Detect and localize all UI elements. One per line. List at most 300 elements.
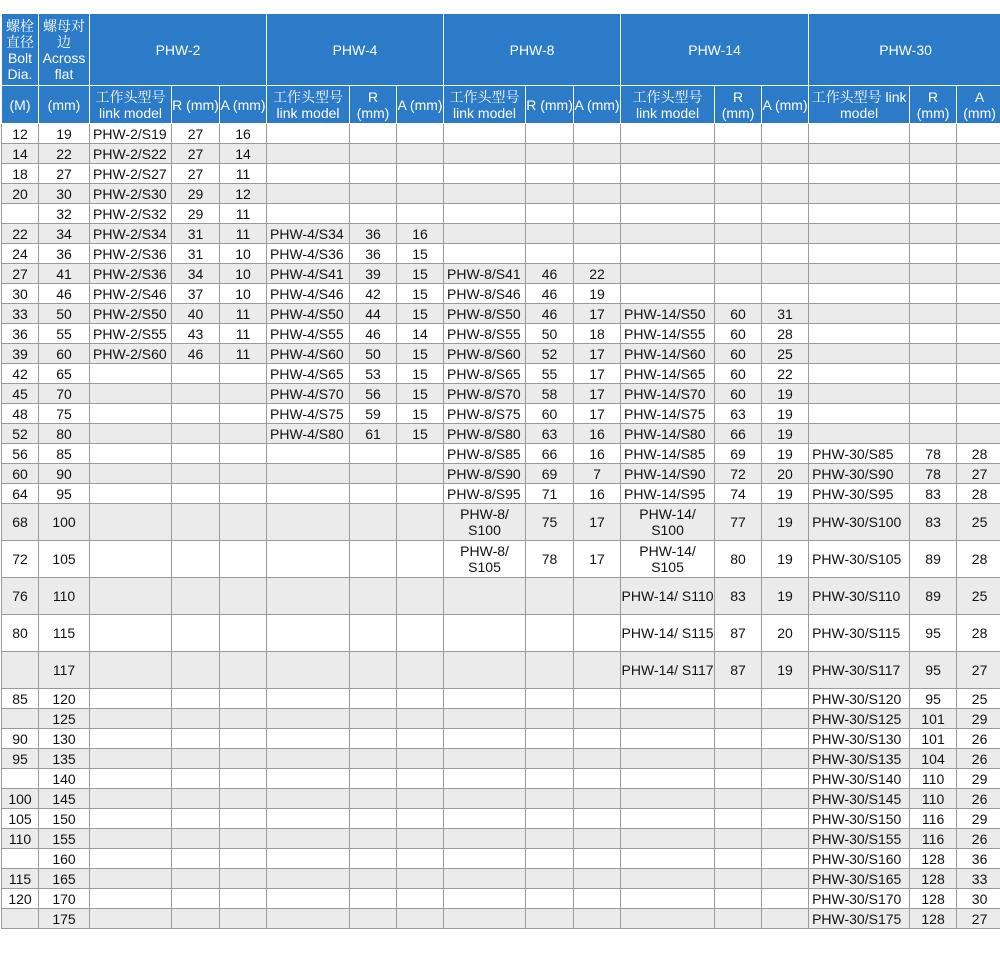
table-cell: 7 [574,464,621,484]
table-cell: 83 [910,484,957,504]
table-cell: 15 [397,364,444,384]
table-row [2,164,1000,184]
phw-2-header: PHW-2 [90,14,267,86]
table-cell [220,709,267,729]
table-cell [444,809,526,829]
table-cell [809,224,910,244]
table-cell: PHW-14/S55 [621,324,715,344]
table-row [2,224,1000,244]
table-cell [397,729,444,749]
table-cell [172,849,220,869]
table-cell [267,144,350,164]
table-cell [2,849,39,869]
table-cell: 30 [2,284,39,304]
table-cell [574,689,621,709]
table-cell: 90 [2,729,39,749]
table-cell [621,244,715,264]
table-cell: 74 [715,484,762,504]
table-cell [444,849,526,869]
table-cell [267,729,350,749]
table-cell [172,689,220,709]
table-cell [2,652,39,689]
table-cell [220,869,267,889]
table-cell [715,889,762,909]
table-cell: PHW-4/S55 [267,324,350,344]
table-cell [172,404,220,424]
table-cell: 10 [220,264,267,284]
table-cell: 10 [220,244,267,264]
table-cell [621,869,715,889]
table-cell [220,464,267,484]
table-cell [957,124,1000,144]
table-cell [621,889,715,909]
table-cell: 40 [172,304,220,324]
table-cell: 26 [957,829,1000,849]
table-cell [397,749,444,769]
table-cell: PHW-8/S60 [444,344,526,364]
table-cell [910,304,957,324]
table-cell [621,809,715,829]
table-cell [397,809,444,829]
table-row [2,444,1000,464]
table-cell [762,264,809,284]
table-cell [267,749,350,769]
table-cell [350,709,397,729]
table-cell: PHW-2/S50 [90,304,172,324]
table-cell [267,829,350,849]
table-cell [397,689,444,709]
table-cell [809,204,910,224]
table-cell: 15 [397,304,444,324]
table-cell: PHW-30/S115 [809,615,910,652]
table-cell [90,829,172,849]
table-cell: 70 [39,384,90,404]
table-cell [910,144,957,164]
table-cell [762,809,809,829]
table-cell [172,484,220,504]
table-cell [172,829,220,849]
table-cell: PHW-4/S36 [267,244,350,264]
table-cell [762,749,809,769]
table-cell [621,829,715,849]
table-cell: PHW-8/S46 [444,284,526,304]
table-cell [350,464,397,484]
table-cell: 11 [220,224,267,244]
table-cell: 31 [762,304,809,324]
table-cell [397,578,444,615]
table-cell [172,504,220,541]
table-cell: 46 [350,324,397,344]
table-cell [444,184,526,204]
table-cell [267,184,350,204]
table-cell: PHW-30/S165 [809,869,910,889]
table-cell: 15 [397,384,444,404]
table-cell: PHW-30/S170 [809,889,910,909]
link-model-header: 工作头型号 link model [809,86,910,124]
table-cell [957,344,1000,364]
table-cell [172,541,220,578]
table-cell [397,124,444,144]
table-cell: 80 [715,541,762,578]
table-cell: PHW-8/S85 [444,444,526,464]
table-cell [172,749,220,769]
table-row [2,484,1000,504]
table-cell [90,749,172,769]
phw-30-header: PHW-30 [809,14,1000,86]
table-cell [220,541,267,578]
table-cell [267,849,350,869]
table-cell: 60 [526,404,574,424]
table-cell [172,789,220,809]
table-cell [220,749,267,769]
table-cell [762,184,809,204]
table-cell [957,384,1000,404]
table-cell: PHW-8/S80 [444,424,526,444]
table-cell [621,909,715,929]
table-cell: 19 [762,541,809,578]
table-cell: PHW-30/S130 [809,729,910,749]
table-cell [762,689,809,709]
table-row [2,244,1000,264]
table-cell: 25 [762,344,809,364]
table-cell: 31 [172,224,220,244]
table-cell [444,244,526,264]
table-cell [220,729,267,749]
table-cell: 46 [39,284,90,304]
table-cell: PHW-8/ S105 [444,541,526,578]
table-cell [715,264,762,284]
table-cell: 44 [350,304,397,324]
table-cell [267,869,350,889]
table-cell: 19 [762,444,809,464]
table-cell: 72 [715,464,762,484]
table-cell [574,849,621,869]
table-cell: 63 [715,404,762,424]
table-cell: 19 [762,384,809,404]
table-cell: 48 [2,404,39,424]
table-cell [350,829,397,849]
table-row [2,424,1000,444]
table-cell: PHW-2/S34 [90,224,172,244]
table-cell [574,709,621,729]
table-cell: 29 [957,809,1000,829]
table-cell: 105 [2,809,39,829]
table-cell: 150 [39,809,90,829]
r-header: R (mm) [526,86,574,124]
table-cell [350,689,397,709]
table-row [2,184,1000,204]
table-cell: 110 [910,769,957,789]
table-cell [350,789,397,809]
table-cell: 12 [220,184,267,204]
table-cell: 27 [957,652,1000,689]
table-row [2,578,1000,615]
table-cell [90,689,172,709]
table-cell: 69 [526,464,574,484]
table-cell: 16 [397,224,444,244]
table-cell [350,909,397,929]
table-cell [397,444,444,464]
table-cell: 37 [172,284,220,304]
table-cell: 59 [350,404,397,424]
table-cell [809,184,910,204]
table-cell: 115 [39,615,90,652]
table-cell: 63 [526,424,574,444]
table-row [2,384,1000,404]
table-cell: 31 [172,244,220,264]
table-cell [762,224,809,244]
table-cell [910,204,957,224]
table-cell: PHW-4/S70 [267,384,350,404]
table-row [2,344,1000,364]
table-cell [715,729,762,749]
table-cell [397,652,444,689]
table-cell [444,224,526,244]
table-cell [397,789,444,809]
table-cell [220,615,267,652]
table-cell [526,124,574,144]
table-cell: PHW-14/ S105 [621,541,715,578]
table-cell: 29 [172,184,220,204]
table-cell: 28 [957,484,1000,504]
table-cell: PHW-14/S50 [621,304,715,324]
table-cell: PHW-2/S30 [90,184,172,204]
table-cell: PHW-30/S140 [809,769,910,789]
specs-table [1,13,1000,929]
table-cell: 46 [526,304,574,324]
table-cell: 50 [526,324,574,344]
table-cell: 125 [39,709,90,729]
table-cell [762,769,809,789]
table-cell [267,889,350,909]
table-cell [910,224,957,244]
table-cell [220,404,267,424]
table-cell [350,749,397,769]
table-cell: 36 [39,244,90,264]
table-cell [350,504,397,541]
table-cell: PHW-30/S145 [809,789,910,809]
table-cell [444,889,526,909]
table-cell: 36 [350,244,397,264]
table-cell [574,809,621,829]
table-cell: PHW-14/S60 [621,344,715,364]
table-cell [526,615,574,652]
table-cell [172,709,220,729]
table-row [2,364,1000,384]
table-cell [762,244,809,264]
table-cell: 46 [526,264,574,284]
table-cell [220,909,267,929]
table-cell: 18 [574,324,621,344]
table-cell: 100 [2,789,39,809]
table-header [2,14,1000,124]
table-cell [444,615,526,652]
table-cell [574,184,621,204]
table-cell: PHW-30/S155 [809,829,910,849]
table-cell [574,144,621,164]
table-cell [957,364,1000,384]
table-cell [910,324,957,344]
bolt-dia-header: 螺栓直径 Bolt Dia. [2,14,39,86]
table-cell: 45 [2,384,39,404]
table-cell: 76 [2,578,39,615]
r-header: R (mm) [350,86,397,124]
table-cell [957,264,1000,284]
table-cell: 90 [39,464,90,484]
table-row [2,709,1000,729]
table-cell [762,284,809,304]
table-cell: PHW-30/S150 [809,809,910,829]
table-cell: PHW-2/S60 [90,344,172,364]
table-cell: 64 [2,484,39,504]
table-cell: 160 [39,849,90,869]
table-cell: 33 [2,304,39,324]
table-cell: PHW-8/S41 [444,264,526,284]
table-cell [90,578,172,615]
table-cell: 11 [220,344,267,364]
table-cell: PHW-14/S80 [621,424,715,444]
table-cell [526,164,574,184]
table-cell [526,578,574,615]
table-cell [762,869,809,889]
table-cell: 89 [910,578,957,615]
table-cell [574,652,621,689]
table-cell: 135 [39,749,90,769]
table-cell: 170 [39,889,90,909]
table-cell [267,652,350,689]
table-cell [715,204,762,224]
table-cell [220,889,267,909]
link-model-header: 工作头型号 link model [621,86,715,124]
table-cell: 78 [910,444,957,464]
table-cell: 25 [957,689,1000,709]
table-cell: 75 [39,404,90,424]
table-cell: 27 [172,144,220,164]
table-cell [350,849,397,869]
table-cell [444,652,526,689]
table-cell [574,789,621,809]
table-cell: 56 [350,384,397,404]
table-cell [90,729,172,749]
table-cell: 78 [910,464,957,484]
table-cell: 43 [172,324,220,344]
table-cell [90,909,172,929]
table-cell: PHW-4/S65 [267,364,350,384]
table-cell: PHW-30/S135 [809,749,910,769]
table-cell [350,124,397,144]
table-cell: 22 [2,224,39,244]
table-cell [90,424,172,444]
table-row [2,264,1000,284]
table-cell [90,652,172,689]
table-cell: 60 [715,304,762,324]
table-cell: 24 [2,244,39,264]
table-cell: PHW-2/S46 [90,284,172,304]
table-cell: PHW-4/S50 [267,304,350,324]
table-cell [910,164,957,184]
unit-m-header: (M) [2,86,39,124]
a-header: A (mm) [220,86,267,124]
table-cell: 78 [526,541,574,578]
table-cell [350,164,397,184]
table-cell: 120 [39,689,90,709]
table-cell: 155 [39,829,90,849]
table-cell: 60 [715,324,762,344]
table-cell [444,164,526,184]
table-cell [220,578,267,615]
table-cell [350,541,397,578]
table-cell [574,615,621,652]
table-cell [267,909,350,929]
table-cell: 128 [910,849,957,869]
table-cell: 83 [715,578,762,615]
link-model-header: 工作头型号 link model [267,86,350,124]
r-header: R (mm) [715,86,762,124]
table-cell: 20 [762,615,809,652]
table-cell [267,204,350,224]
table-cell: 27 [172,124,220,144]
table-cell [267,809,350,829]
table-cell [715,769,762,789]
table-cell [809,284,910,304]
table-cell: 16 [574,424,621,444]
table-row [2,464,1000,484]
table-cell [2,204,39,224]
table-cell: 60 [2,464,39,484]
table-cell: 19 [39,124,90,144]
table-cell: PHW-8/S50 [444,304,526,324]
table-cell [762,789,809,809]
table-cell: 30 [39,184,90,204]
table-row [2,729,1000,749]
table-cell: 61 [350,424,397,444]
table-body [2,124,1000,929]
table-cell: 28 [957,615,1000,652]
table-cell [526,184,574,204]
table-cell [910,344,957,364]
table-cell: 28 [957,444,1000,464]
table-cell: PHW-2/S22 [90,144,172,164]
table-cell: PHW-2/S36 [90,244,172,264]
table-cell: 26 [957,789,1000,809]
table-cell: PHW-30/S100 [809,504,910,541]
table-cell [267,464,350,484]
table-cell [762,849,809,869]
table-row [2,769,1000,789]
table-cell: 15 [397,424,444,444]
table-cell [90,541,172,578]
table-cell: 145 [39,789,90,809]
table-cell [220,789,267,809]
table-cell [621,729,715,749]
table-cell: 19 [762,504,809,541]
table-cell: 20 [2,184,39,204]
table-cell [350,184,397,204]
table-cell: 11 [220,324,267,344]
table-cell: 17 [574,541,621,578]
table-cell: 140 [39,769,90,789]
table-cell [267,769,350,789]
table-cell: 105 [39,541,90,578]
table-cell: 117 [39,652,90,689]
table-row [2,652,1000,689]
table-cell [762,889,809,909]
table-cell: 110 [910,789,957,809]
table-cell: 28 [957,541,1000,578]
table-cell [957,424,1000,444]
table-cell: PHW-30/S175 [809,909,910,929]
table-cell: 46 [526,284,574,304]
